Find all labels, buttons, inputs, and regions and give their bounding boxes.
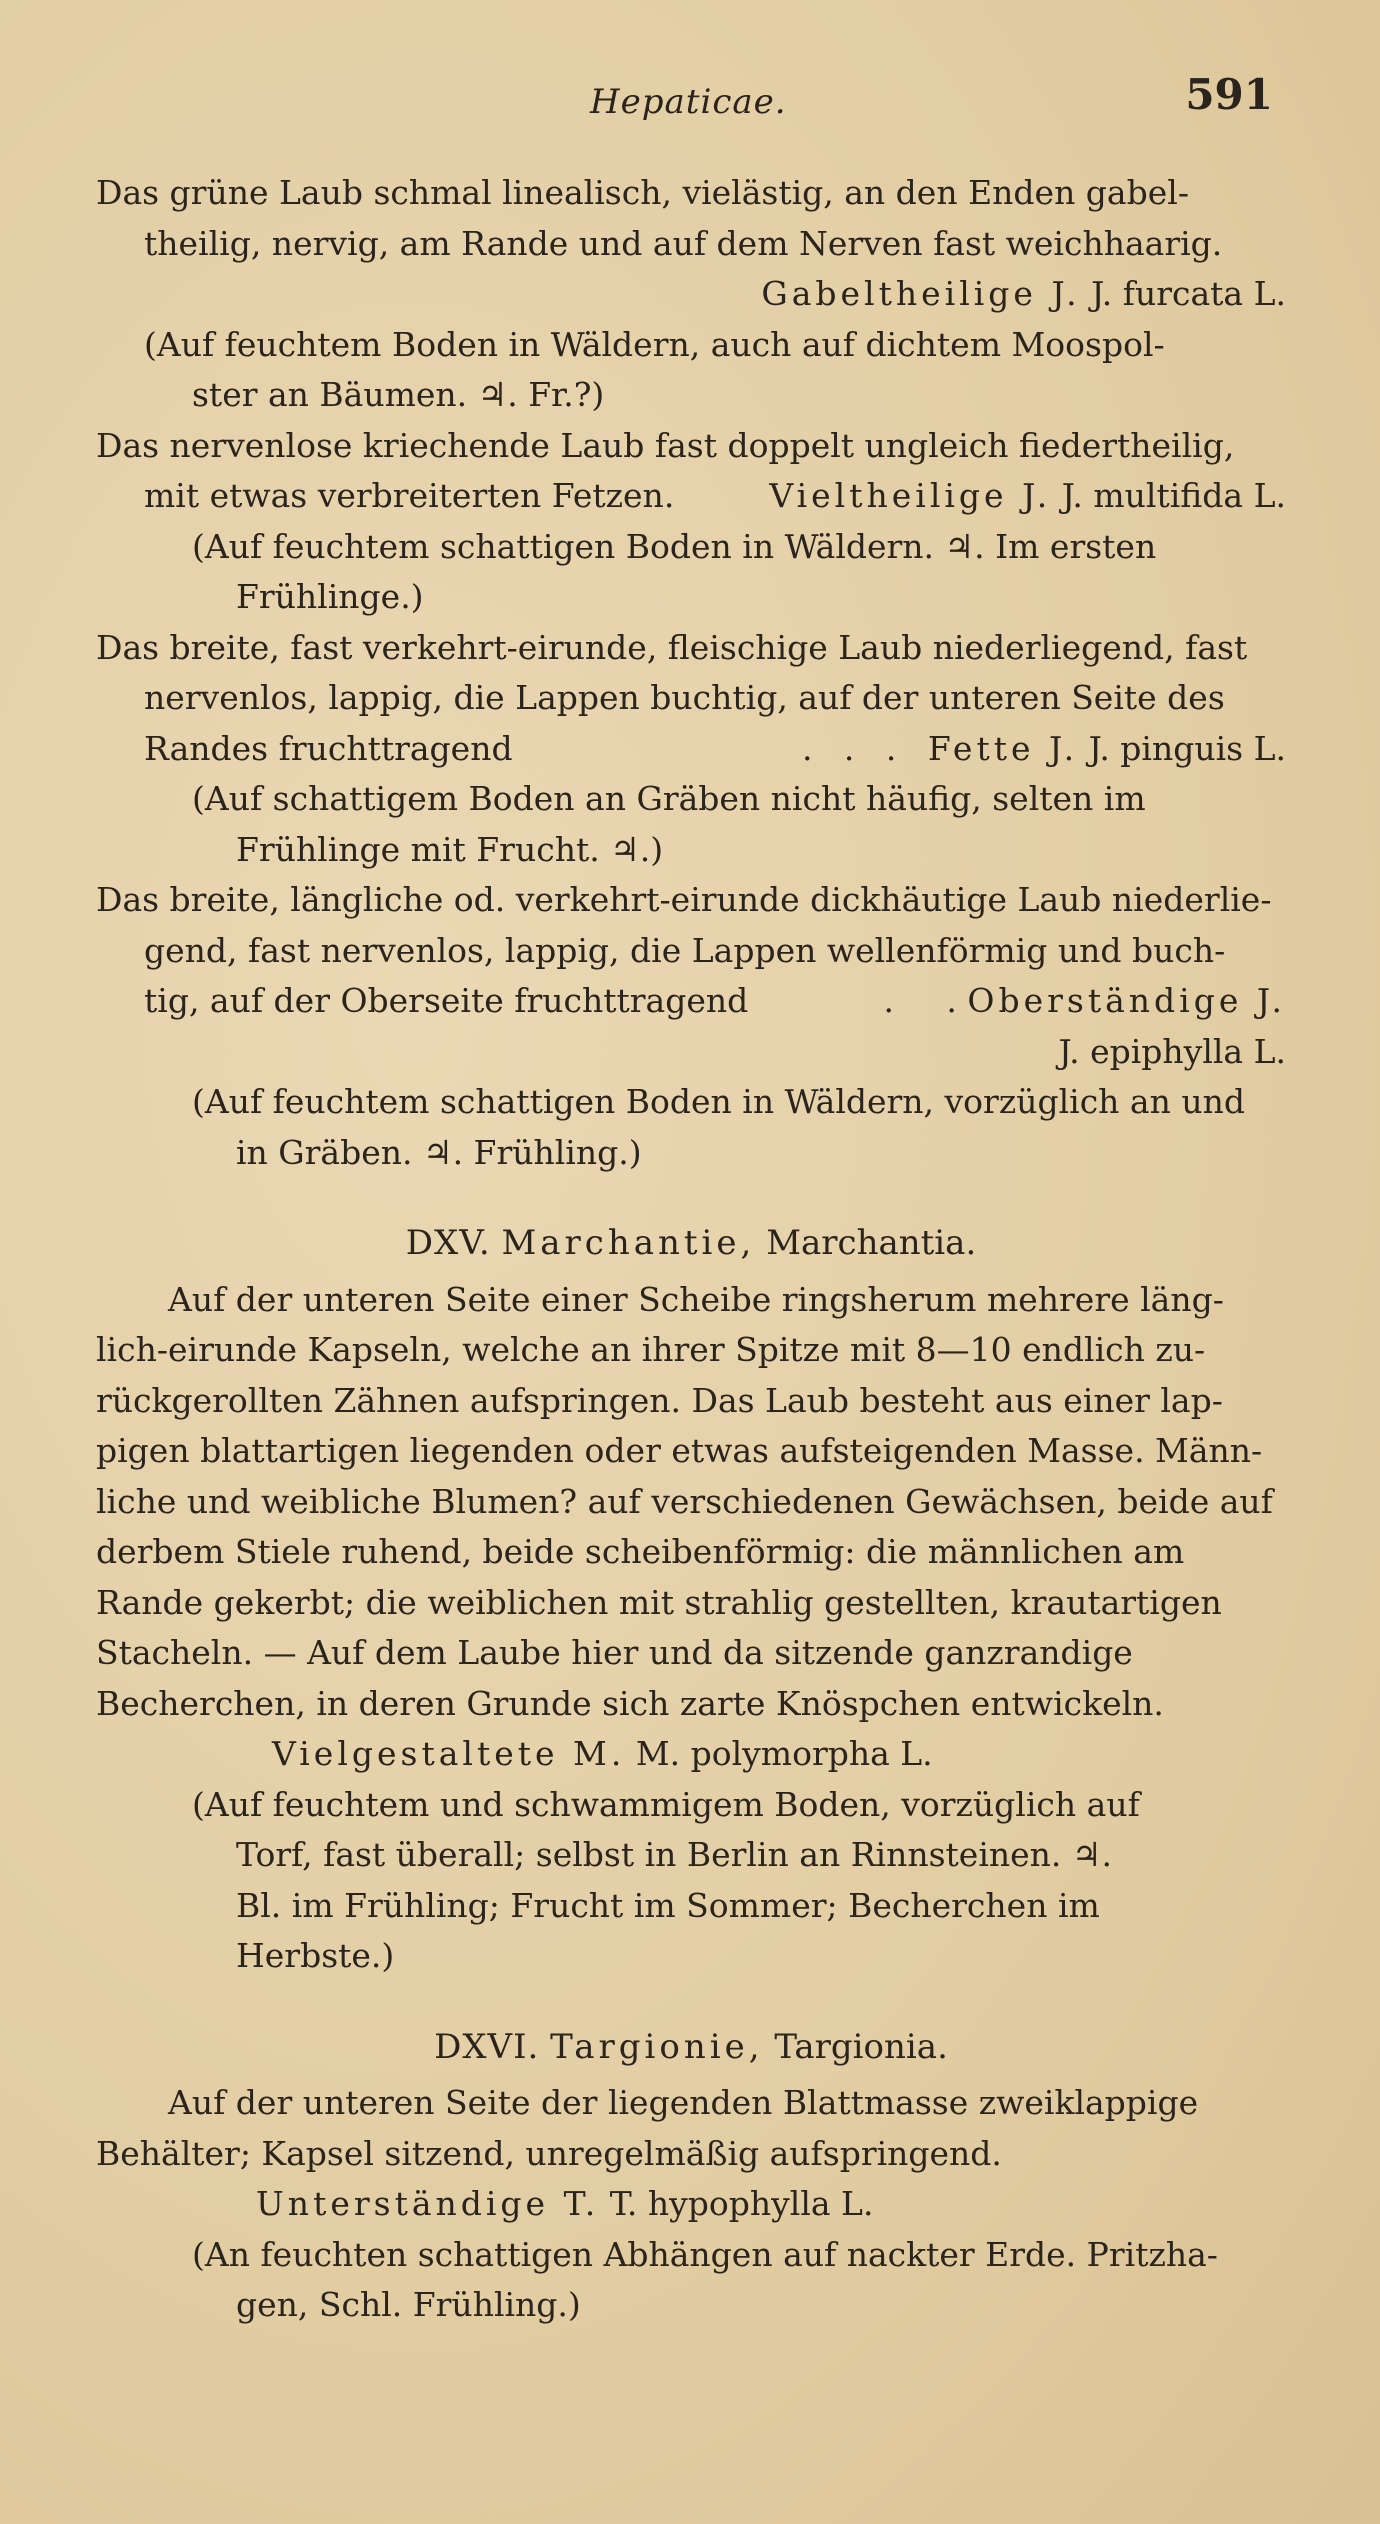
species-entry [96, 168, 1286, 421]
text-line: Behälter; Kapsel sitzend, unregelmäßig aufspringend. [96, 2133, 1002, 2173]
habitat-line: Torf, fast überall; selbst in Berlin an Rinnsteinen. ♃. [236, 1835, 1112, 1874]
habitat-line: ster an Bäumen. ♃. Fr.?) [192, 375, 605, 414]
species-name: Unterständige T. T. hypophylla L. [256, 2184, 874, 2223]
text-line: pigen blattartigen liegenden oder etwas aufsteigenden Masse. Männ- [96, 1431, 1263, 1470]
habitat-line: Frühlinge.) [236, 577, 424, 616]
text-line: Becherchen, in deren Grunde sich zarte Knöspchen entwickeln. [96, 1683, 1164, 1723]
text-line: Das grüne Laub schmal linealisch, vielästig, an den Enden gabel- [96, 173, 1189, 212]
text-line: gend, fast nervenlos, lappig, die Lappen wellenförmig und buch- [144, 930, 1226, 970]
habitat-line: Herbste.) [236, 1936, 395, 1975]
species-name: Gabeltheilige J. J. furcata L. [761, 274, 1286, 313]
page-number: 591 [1185, 70, 1273, 119]
habitat-line: Bl. im Frühling; Frucht im Sommer; Becherchen im [236, 1885, 1100, 1925]
text-line: theilig, nervig, am Rande und auf dem Nerven fast weichhaarig. [144, 223, 1223, 263]
text-line: lich-eirunde Kapseln, welche an ihrer Spitze mit 8—10 endlich zu- [96, 1330, 1206, 1369]
text-line: liche und weibliche Blumen? auf verschiedenen Gewächsen, beide auf [96, 1481, 1273, 1521]
habitat-line: (Auf feuchtem und schwammigem Boden, vorzüglich auf [192, 1784, 1140, 1824]
habitat-line: (Auf feuchtem Boden in Wäldern, auch auf dichtem Moospol- [144, 324, 1165, 364]
species-entry [96, 623, 1286, 876]
text-line: derbem Stiele ruhend, beide scheibenförmig: die männlichen am [96, 1532, 1185, 1571]
habitat-line: (Auf schattigem Boden an Gräben nicht häufig, selten im [192, 779, 1146, 818]
text-line: Randes fruchttragend . . . Fette J. J. pinguis L. [144, 728, 1286, 768]
genus-description [96, 1275, 1286, 1730]
text-line: Das nervenlose kriechende Laub fast doppelt ungleich fiedertheilig, [96, 425, 1235, 465]
habitat-line: Frühlinge mit Frucht. ♃.) [236, 829, 664, 869]
text-line: Stacheln. — Auf dem Laube hier und da sitzende ganzrandige [96, 1633, 1133, 1672]
text-line: tig, auf der Oberseite fruchttragend . . Oberständige J. [144, 981, 1286, 1020]
species-name: Vielgestaltete M. M. polymorpha L. [272, 1734, 933, 1773]
page-header [0, 62, 1380, 132]
text-line: nervenlos, lappig, die Lappen buchtig, auf der unteren Seite des [144, 678, 1225, 717]
genus-heading: DXVI. Targionie, Targionia. [434, 2026, 948, 2067]
text-line: mit etwas verbreiterten Fetzen. Vieltheilige J. J. multifida L. [144, 476, 1286, 515]
text-line: Auf der unteren Seite der liegenden Blattmasse zweiklappige [168, 2083, 1199, 2122]
body-text [96, 168, 1286, 2331]
text-line: Das breite, längliche od. verkehrt-eirunde dickhäutige Laub niederlie- [96, 880, 1272, 919]
species-entry [96, 421, 1286, 623]
habitat-line: (An feuchten schattigen Abhängen auf nackter Erde. Pritzha- [192, 2234, 1218, 2274]
habitat-line: (Auf feuchtem schattigen Boden in Wäldern, vorzüglich an und [192, 1082, 1245, 1121]
running-head: Hepaticae. [590, 82, 787, 122]
text-line: Rande gekerbt; die weiblichen mit strahlig gestellten, krautartigen [96, 1582, 1222, 1622]
habitat-line: in Gräben. ♃. Frühling.) [236, 1132, 642, 1172]
text-line: Das breite, fast verkehrt-eirunde, fleischige Laub niederliegend, fast [96, 627, 1248, 667]
text-line: rückgerollten Zähnen aufspringen. Das Laub besteht aus einer lap- [96, 1380, 1223, 1420]
species-entry [96, 875, 1286, 1178]
species-latin: J. epiphylla L. [1058, 1031, 1286, 1071]
habitat-line: (Auf feuchtem schattigen Boden in Wäldern. ♃. Im ersten [192, 526, 1157, 566]
text-line: Auf der unteren Seite einer Scheibe ringsherum mehrere läng- [168, 1279, 1224, 1319]
genus-heading: DXV. Marchantie, Marchantia. [405, 1223, 977, 1263]
habitat-line: gen, Schl. Frühling.) [236, 2285, 581, 2324]
